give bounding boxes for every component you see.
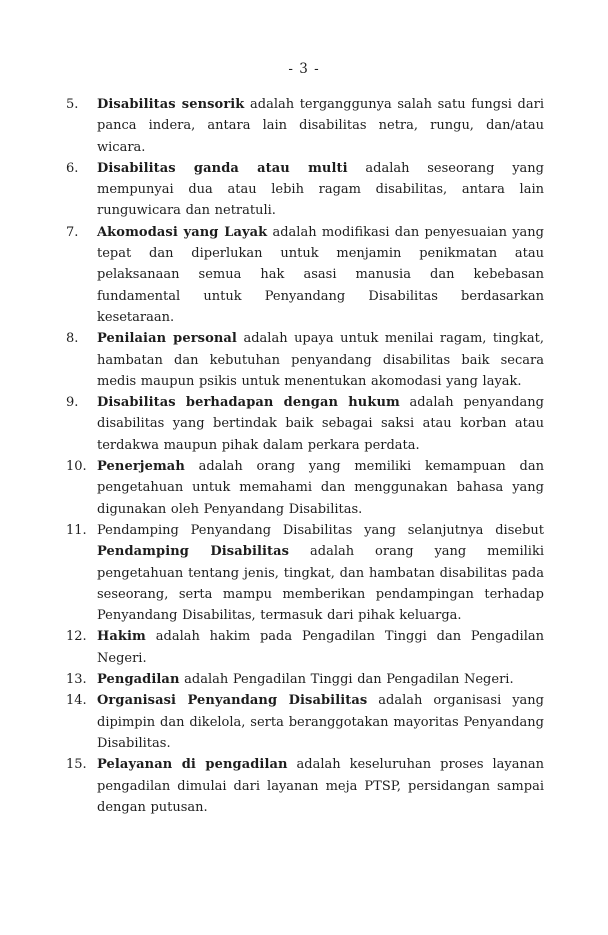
defined-term: Hakim bbox=[97, 629, 146, 645]
item-text: Penilaian personal adalah upaya untuk menilai ragam, tingkat, hambatan dan kebutuhan penyandang disabilitas baik secara medis maupun psikis untuk menentukan akomodasi yang layak. bbox=[97, 331, 544, 389]
item-text: Akomodasi yang Layak adalah modifikasi dan penyesuaian yang tepat dan diperlukan untuk menjamin penikmatan atau pelaksanaan semua hak asasi manusia dan kebebasan fundamental untuk Penyandang Disabilitas berdasarkan kesetaraan. bbox=[97, 224, 544, 325]
defined-term: Organisasi Penyandang Disabilitas bbox=[97, 693, 368, 709]
item-number: 9. bbox=[66, 395, 79, 411]
item-number: 14. bbox=[66, 693, 87, 709]
item-text: Pengadilan adalah Pengadilan Tinggi dan Pengadilan Negeri. bbox=[97, 672, 514, 688]
item-number: 12. bbox=[66, 629, 87, 645]
definition-item bbox=[66, 626, 544, 669]
defined-term: Pendamping Disabilitas bbox=[97, 544, 290, 560]
item-number: 10. bbox=[66, 459, 87, 475]
defined-term: Pengadilan bbox=[97, 672, 180, 688]
item-number: 8. bbox=[66, 331, 79, 347]
definition-item bbox=[66, 392, 544, 456]
defined-term: Akomodasi yang Layak bbox=[97, 224, 268, 240]
definitions-list bbox=[66, 94, 544, 818]
definition-item bbox=[66, 94, 544, 158]
definition-item bbox=[66, 669, 544, 690]
definition-item bbox=[66, 222, 544, 328]
item-text: Hakim adalah hakim pada Pengadilan Tinggi dan Pengadilan Negeri. bbox=[97, 629, 544, 666]
item-text: Pendamping Penyandang Disabilitas yang selanjutnya disebut Pendamping Disabilitas adalah orang yang memiliki pengetahuan tentang jenis, tingkat, dan hambatan disabilitas pada seseorang, serta mampu memberikan pendampingan terhadap Penyandang Disabilitas, termasuk dari pihak keluarga. bbox=[97, 522, 544, 624]
item-text: Disabilitas sensorik adalah terganggunya salah satu fungsi dari panca indera, antara lain disabilitas netra, rungu, dan/atau wicara. bbox=[97, 97, 544, 155]
item-text: Disabilitas berhadapan dengan hukum adalah penyandang disabilitas yang bertindak baik sebagai saksi atau korban atau terdakwa maupun pihak dalam perkara perdata. bbox=[97, 395, 544, 453]
defined-term: Penilaian personal bbox=[97, 331, 237, 347]
item-text: Disabilitas ganda atau multi adalah seseorang yang mempunyai dua atau lebih ragam disabilitas, antara lain runguwicara dan netratuli. bbox=[97, 160, 544, 219]
item-number: 15. bbox=[66, 757, 87, 773]
definition-item bbox=[66, 456, 544, 520]
definition-item bbox=[66, 328, 544, 392]
defined-term: Disabilitas ganda atau multi bbox=[97, 160, 348, 176]
definition-item bbox=[66, 158, 544, 222]
item-text: Pelayanan di pengadilan adalah keseluruhan proses layanan pengadilan dimulai dari layanan meja PTSP, persidangan sampai dengan putusan. bbox=[97, 757, 544, 815]
defined-term: Disabilitas berhadapan dengan hukum bbox=[97, 395, 400, 411]
definition-item bbox=[66, 690, 544, 754]
defined-term: Pelayanan di pengadilan bbox=[97, 757, 288, 773]
item-number: 11. bbox=[66, 522, 87, 538]
item-number: 6. bbox=[66, 160, 79, 176]
item-number: 5. bbox=[66, 97, 79, 112]
item-number: 7. bbox=[66, 224, 79, 240]
defined-term: Disabilitas sensorik bbox=[97, 97, 245, 112]
definition-item bbox=[66, 754, 544, 818]
item-number: 13. bbox=[66, 672, 87, 688]
defined-term: Penerjemah bbox=[97, 459, 185, 475]
item-text: Organisasi Penyandang Disabilitas adalah organisasi yang dipimpin dan dikelola, serta beranggotakan mayoritas Penyandang Disabilitas. bbox=[97, 693, 544, 751]
page-number: - 3 - bbox=[288, 61, 320, 77]
definition-item bbox=[66, 520, 544, 626]
item-text: Penerjemah adalah orang yang memiliki kemampuan dan pengetahuan untuk memahami dan menggunakan bahasa yang digunakan oleh Penyandang Disabilitas. bbox=[97, 459, 544, 517]
